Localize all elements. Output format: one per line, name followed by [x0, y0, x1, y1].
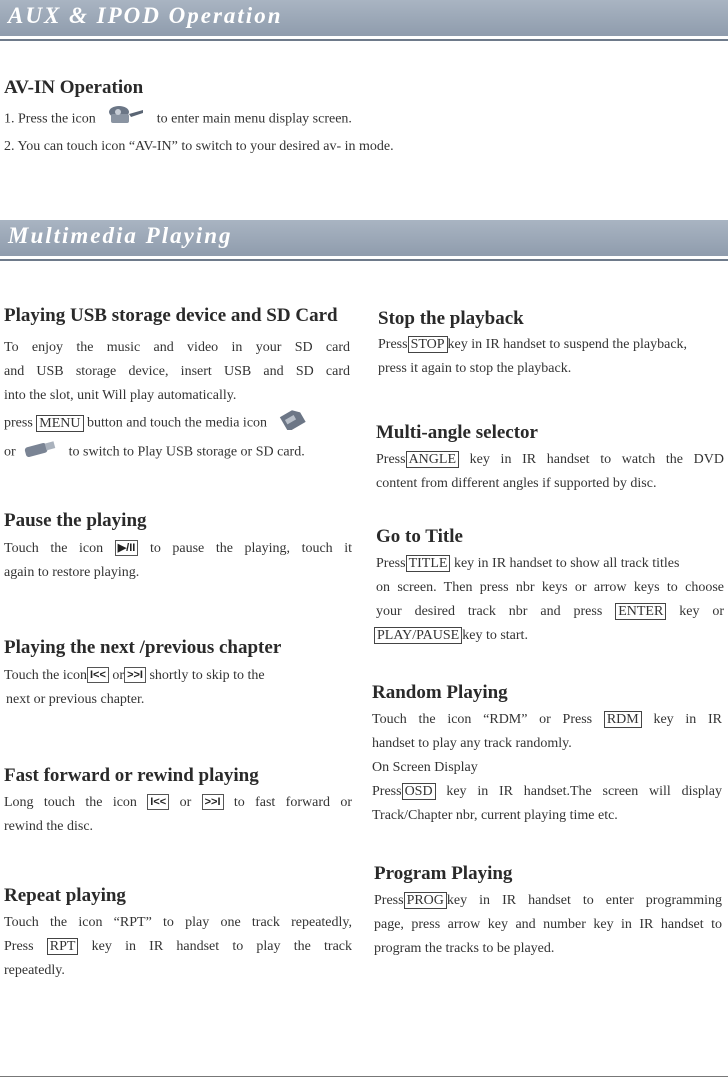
pause-body	[4, 537, 352, 585]
banner-rule	[0, 39, 728, 41]
angle-line-1-b: key in IR handset to watch the DVD	[469, 452, 724, 467]
heading-go-to-title: Go to Title	[376, 526, 463, 547]
usb-sd-body	[4, 336, 350, 466]
stop-line-2: press it again to stop the playback.	[378, 361, 572, 376]
random-line-2: handset to play any track randomly.	[372, 736, 572, 751]
random-body	[372, 708, 722, 828]
heading-pause: Pause the playing	[4, 510, 147, 531]
enter-key: ENTER	[615, 603, 666, 620]
av-in-step1-a: 1. Press the icon	[4, 111, 96, 127]
title-line-3-b: key or	[679, 604, 725, 619]
next-line-2: next or previous chapter.	[6, 692, 145, 707]
heading-av-in: AV-IN Operation	[4, 77, 144, 98]
skip-next-icon: >>I	[124, 667, 146, 683]
angle-line-1-a: Press	[376, 452, 406, 467]
repeat-line-2-b: key in IR handset to play the track	[91, 939, 352, 954]
angle-line-2: content from different angles if supported by disc.	[376, 476, 657, 491]
stop-body	[378, 333, 724, 381]
heading-multi-angle: Multi-angle selector	[376, 422, 538, 443]
next-line-1-b: shortly to skip to the	[149, 668, 265, 683]
random-line-5: Track/Chapter nbr, current playing time etc.	[372, 808, 618, 823]
usb-line-2: and USB storage device, insert USB and SD card	[4, 364, 350, 379]
next-body	[4, 664, 352, 712]
program-line-2: page, press arrow key and number key in IR handset to	[374, 917, 722, 932]
section-banner-aux-ipod	[0, 0, 728, 36]
usb-line-1: To enjoy the music and video in your SD card	[4, 340, 350, 355]
ff-line-2: rewind the disc.	[4, 819, 94, 834]
rpt-key: RPT	[47, 938, 79, 955]
stop-key: STOP	[408, 336, 448, 353]
stop-line-1-a: Press	[378, 337, 408, 352]
rewind-icon: I<<	[147, 794, 169, 810]
rdm-key: RDM	[604, 711, 642, 728]
heading-fast-forward: Fast forward or rewind playing	[4, 765, 259, 786]
heading-stop: Stop the playback	[378, 308, 524, 329]
av-in-body	[4, 104, 604, 159]
skip-previous-icon: I<<	[87, 667, 109, 683]
angle-key: ANGLE	[406, 451, 459, 468]
title-line-1-a: Press	[376, 556, 406, 571]
ff-line-1-or: or	[179, 795, 192, 810]
ff-line-1-b: to fast forward or	[233, 795, 353, 810]
heading-usb-sd: Playing USB storage device and SD Card	[4, 305, 338, 326]
sd-card-icon	[277, 408, 307, 439]
section-banner-multimedia	[0, 220, 728, 256]
main-menu-icon	[105, 104, 145, 135]
random-line-4-a: Press	[372, 784, 402, 799]
stop-line-1-b: key in IR handset to suspend the playback,	[447, 337, 688, 352]
fast-forward-icon: >>I	[202, 794, 224, 810]
random-line-1-a: Touch the icon “RDM” or Press	[372, 712, 593, 727]
heading-random: Random Playing	[372, 682, 508, 703]
ff-line-1-a: Long touch the icon	[4, 795, 137, 810]
repeat-line-3: repeatedly.	[4, 963, 65, 978]
program-line-1-b: key in IR handset to enter programming	[446, 893, 722, 908]
banner-title-multimedia: Multimedia Playing	[8, 223, 233, 248]
banner-rule	[0, 259, 728, 261]
heading-program: Program Playing	[374, 863, 513, 884]
play-pause-key: PLAY/PAUSE	[374, 627, 462, 644]
title-line-4-b: key to start.	[462, 628, 528, 643]
av-in-step2: 2. You can touch icon “AV-IN” to switch to your desired av- in mode.	[4, 139, 394, 154]
ff-body	[4, 791, 352, 839]
repeat-body	[4, 911, 352, 983]
title-key: TITLE	[406, 555, 451, 572]
osd-key: OSD	[402, 783, 436, 800]
program-body	[374, 889, 722, 961]
av-in-step1-b: to enter main menu display screen.	[156, 111, 352, 127]
menu-key: MENU	[36, 415, 83, 432]
next-line-1-or: or	[112, 668, 125, 683]
osd-subheading: On Screen Display	[372, 760, 478, 775]
title-line-1-b: key in IR handset to show all track titles	[453, 556, 680, 571]
program-line-3: program the tracks to be played.	[374, 941, 555, 956]
repeat-line-1: Touch the icon “RPT” to play one track repeatedly,	[4, 915, 352, 930]
random-line-4-b: key in IR handset.The screen will display	[446, 784, 723, 799]
pause-line-1-b: to pause the playing, touch it	[149, 541, 353, 556]
title-body	[376, 552, 724, 648]
random-line-1-b: key in IR	[653, 712, 723, 727]
footer-rule	[0, 1076, 728, 1077]
next-line-1-a: Touch the icon	[4, 668, 87, 683]
play-pause-icon: ▶/II	[115, 540, 139, 556]
usb-drive-icon	[23, 439, 57, 466]
heading-repeat: Repeat playing	[4, 885, 126, 906]
usb-line-3: into the slot, unit Will play automatically.	[4, 388, 237, 403]
pause-line-1-a: Touch the icon	[4, 541, 104, 556]
usb-line-5-a: or	[4, 444, 16, 460]
heading-next-previous: Playing the next /previous chapter	[4, 637, 282, 658]
usb-line-4-a: press	[4, 415, 33, 431]
pause-line-2: again to restore playing.	[4, 565, 140, 580]
usb-line-4-b: button and touch the media icon	[87, 415, 268, 431]
banner-title-aux: AUX & IPOD Operation	[8, 3, 283, 28]
title-line-3-a: your desired track nbr and press	[376, 604, 603, 619]
repeat-line-2-a: Press	[4, 939, 34, 954]
usb-line-5-b: to switch to Play USB storage or SD card.	[68, 444, 305, 460]
title-line-2: on screen. Then press nbr keys or arrow keys to choose	[376, 580, 724, 595]
prog-key: PROG	[404, 892, 447, 909]
program-line-1-a: Press	[374, 893, 404, 908]
angle-body	[376, 448, 724, 496]
